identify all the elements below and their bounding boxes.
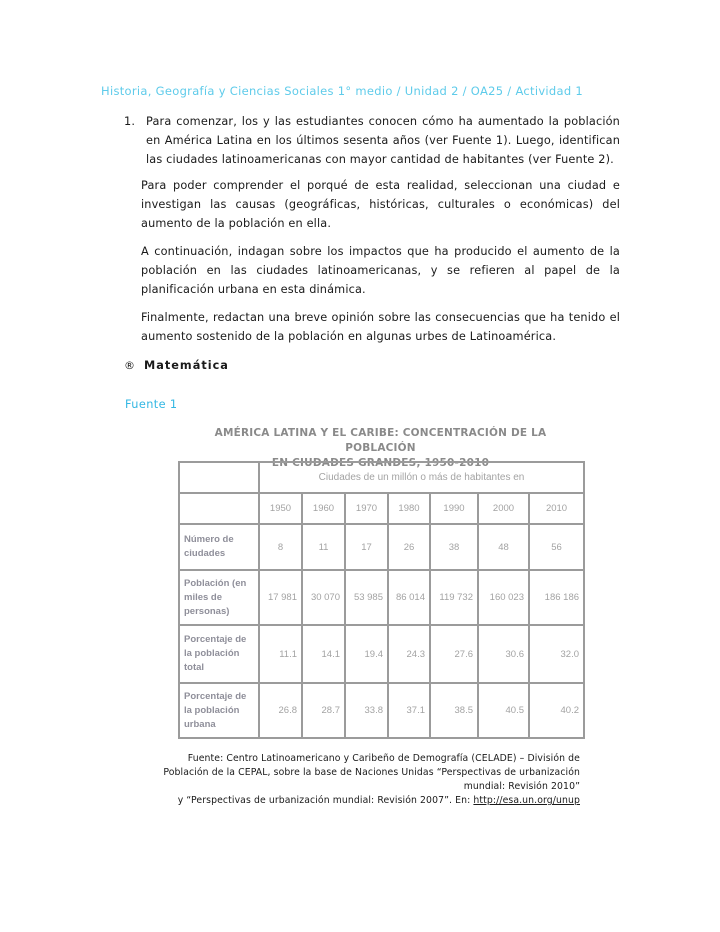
source-line-1: Fuente: Centro Latinoamericano y Caribeño de Demografía (CELADE) – División de xyxy=(187,753,580,764)
year-header: 1970 xyxy=(345,493,388,524)
table-cell: 40.5 xyxy=(478,683,529,738)
table-cell: 38 xyxy=(430,524,478,570)
table-cell: 24.3 xyxy=(388,625,430,683)
figure-title-line2: EN CIUDADES GRANDES, 1950-2010 xyxy=(271,457,490,469)
year-header: 1990 xyxy=(430,493,478,524)
population-table xyxy=(178,461,585,739)
table-row xyxy=(179,524,584,570)
row-label: Porcentaje de la población total xyxy=(179,625,259,683)
row-label: Número de ciudades xyxy=(179,524,259,570)
table-year-row xyxy=(179,493,584,524)
table-cell: 30 070 xyxy=(302,570,345,625)
table-cell: 37.1 xyxy=(388,683,430,738)
table-cell: 27.6 xyxy=(430,625,478,683)
table-cell: 53 985 xyxy=(345,570,388,625)
year-header: 2000 xyxy=(478,493,529,524)
source-label: Fuente 1 xyxy=(125,398,178,411)
group-header: Ciudades de un millón o más de habitantes en xyxy=(259,462,584,493)
subject-connection xyxy=(124,359,229,372)
table-cell: 11 xyxy=(302,524,345,570)
source-line-3: mundial: Revisión 2010” xyxy=(463,781,580,792)
paragraph-opinion: Finalmente, redactan una breve opinión sobre las consecuencias que ha tenido el aumento sostenido de la población en algunas urbes de Latinoamérica. xyxy=(141,311,620,343)
activity-number: 1. xyxy=(124,115,136,128)
subject-label: Matemática xyxy=(144,359,229,372)
source-line-4 xyxy=(160,794,580,808)
empty-corner-cell xyxy=(179,462,259,493)
year-header: 2010 xyxy=(529,493,584,524)
table-cell: 26 xyxy=(388,524,430,570)
source-line-4-text: y “Perspectivas de urbanización mundial: Revisión 2007”. En: xyxy=(177,795,474,806)
table-cell: 11.1 xyxy=(259,625,302,683)
table-cell: 26.8 xyxy=(259,683,302,738)
math-connection-icon: ® xyxy=(124,359,136,372)
table-cell: 8 xyxy=(259,524,302,570)
year-header: 1980 xyxy=(388,493,430,524)
row-label: Porcentaje de la población urbana xyxy=(179,683,259,738)
table-group-header-row xyxy=(179,462,584,493)
table-cell: 32.0 xyxy=(529,625,584,683)
table-cell: 28.7 xyxy=(302,683,345,738)
source-link[interactable]: http://esa.un.org/unup xyxy=(473,795,580,806)
table-cell: 186 186 xyxy=(529,570,584,625)
year-header: 1950 xyxy=(259,493,302,524)
activity-intro: Para comenzar, los y las estudiantes conocen cómo ha aumentado la población en América Latina en los últimos sesenta años (ver Fuente 1). Luego, identifican las ciudades latinoamericanas con mayor cantidad de habitantes (ver Fuente 2). xyxy=(146,115,620,166)
source-citation xyxy=(160,752,580,808)
table-cell: 160 023 xyxy=(478,570,529,625)
year-header: 1960 xyxy=(302,493,345,524)
paragraph-investigate: Para poder comprender el porqué de esta realidad, seleccionan una ciudad e investigan las causas (geográficas, históricas, culturales o económicas) del aumento de la población en ella. xyxy=(141,179,620,230)
activity-item xyxy=(124,112,620,169)
table-cell: 56 xyxy=(529,524,584,570)
empty-corner-cell xyxy=(179,493,259,524)
figure-title-line1: AMÉRICA LATINA Y EL CARIBE: CONCENTRACIÓN DE LA POBLACIÓN xyxy=(214,427,547,454)
table-cell: 119 732 xyxy=(430,570,478,625)
source-line-2: Población de la CEPAL, sobre la base de Naciones Unidas “Perspectivas de urbanización xyxy=(163,767,580,778)
table-cell: 48 xyxy=(478,524,529,570)
table-cell: 17 981 xyxy=(259,570,302,625)
table-row xyxy=(179,683,584,738)
table-cell: 33.8 xyxy=(345,683,388,738)
table-cell: 19.4 xyxy=(345,625,388,683)
table-cell: 38.5 xyxy=(430,683,478,738)
breadcrumb: Historia, Geografía y Ciencias Sociales 1° medio / Unidad 2 / OA25 / Actividad 1 xyxy=(101,84,584,98)
table-row xyxy=(179,570,584,625)
table-cell: 30.6 xyxy=(478,625,529,683)
paragraph-impacts: A continuación, indagan sobre los impactos que ha producido el aumento de la población en las ciudades latinoamericanas, y se refieren al papel de la planificación urbana en esta dinámica. xyxy=(141,245,620,296)
table-cell: 17 xyxy=(345,524,388,570)
row-label: Población (en miles de personas) xyxy=(179,570,259,625)
table-cell: 86 014 xyxy=(388,570,430,625)
table-cell: 14.1 xyxy=(302,625,345,683)
table-cell: 40.2 xyxy=(529,683,584,738)
table-row xyxy=(179,625,584,683)
